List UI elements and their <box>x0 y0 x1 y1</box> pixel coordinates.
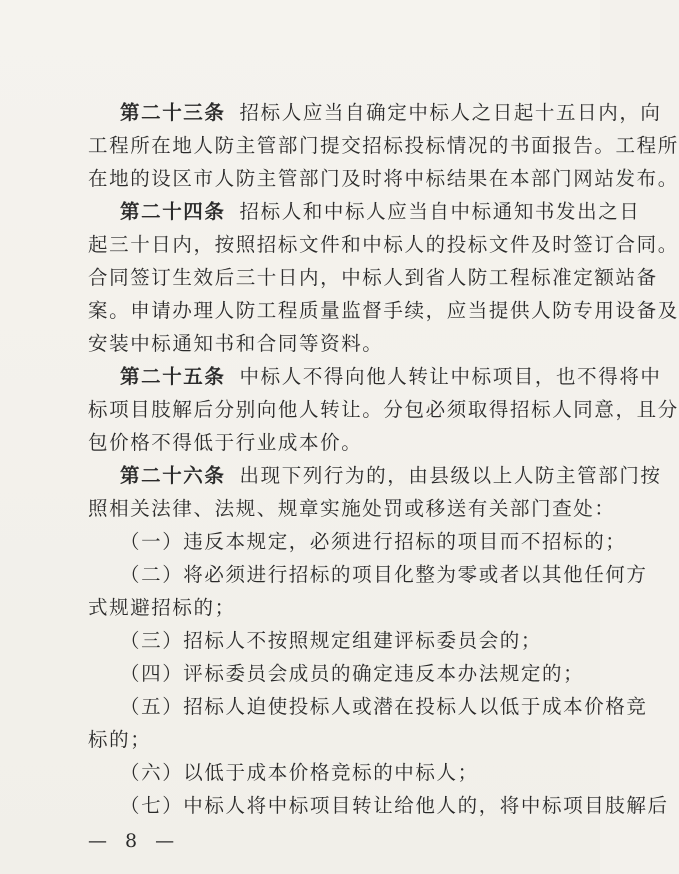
list-item: （二）将必须进行招标的项目化整为零或者以其他任何方 <box>120 563 648 586</box>
list-item: （五）招标人迫使投标人或潜在投标人以低于成本价格竞 <box>120 695 648 718</box>
paragraph-line: 第二十三条 招标人应当自确定中标人之日起十五日内，向 <box>120 101 662 124</box>
paragraph-line: 案。申请办理人防工程质量监督手续，应当提供人防专用设备及 <box>88 299 679 322</box>
list-item: （三）招标人不按照规定组建评标委员会的； <box>120 629 543 652</box>
paragraph-line: 照相关法律、法规、规章实施处罚或移送有关部门查处： <box>88 497 616 520</box>
list-item-continuation: 标的； <box>88 728 152 751</box>
paragraph-line: 第二十四条 招标人和中标人应当自中标通知书发出之日 <box>120 200 641 223</box>
list-item: （一）违反本规定，必须进行招标的项目而不招标的； <box>120 530 627 553</box>
paragraph-line: 第二十六条 出现下列行为的，由县级以上人防主管部门按 <box>120 464 662 487</box>
list-item: （六）以低于成本价格竞标的中标人； <box>120 761 479 784</box>
list-item-continuation: 式规避招标的； <box>88 596 236 619</box>
paragraph-line: 合同签订生效后三十日内，中标人到省人防工程标准定额站备 <box>88 266 658 289</box>
list-item: （七）中标人将中标项目转让给他人的，将中标项目肢解后 <box>120 794 669 817</box>
article-number: 第二十四条 <box>120 200 226 223</box>
article-number: 第二十五条 <box>120 365 226 388</box>
article-number: 第二十三条 <box>120 101 226 124</box>
article-number: 第二十六条 <box>120 464 226 487</box>
paragraph-line: 在地的设区市人防主管部门及时将中标结果在本部门网站发布。 <box>88 167 679 190</box>
paragraph-line: 起三十日内，按照招标文件和中标人的投标文件及时签订合同。 <box>88 233 679 256</box>
list-item: （四）评标委员会成员的确定违反本办法规定的； <box>120 662 585 685</box>
paragraph-line: 第二十五条 中标人不得向他人转让中标项目，也不得将中 <box>120 365 662 388</box>
paragraph-line: 工程所在地人防主管部门提交招标投标情况的书面报告。工程所 <box>88 134 679 157</box>
paragraph-line: 标项目肢解后分别向他人转让。分包必须取得招标人同意，且分 <box>88 398 679 421</box>
paragraph-line: 包价格不得低于行业成本价。 <box>88 431 363 454</box>
paragraph-line: 安装中标通知书和合同等资料。 <box>88 332 384 355</box>
page-number: — 8 — <box>88 830 181 852</box>
